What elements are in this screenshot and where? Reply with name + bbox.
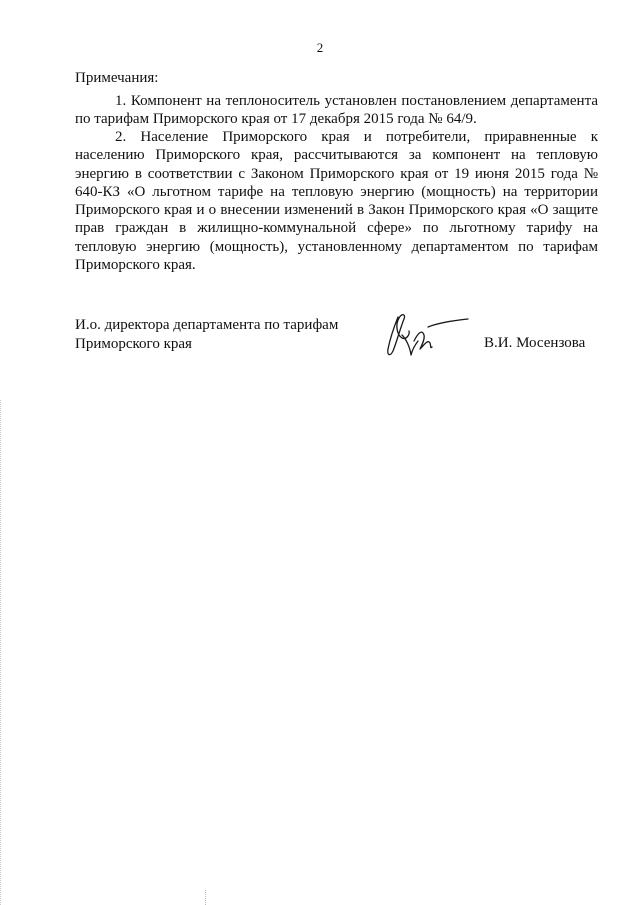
note-paragraph-1: 1. Компонент на теплоноситель установлен постановлением департамента по тарифам Приморского края от 17 декабря 2015 года № 64/9.: [75, 93, 598, 128]
scan-edge-left: [0, 400, 2, 905]
signatory-title: [75, 316, 375, 353]
signatory-title-line-1: И.о. директора департамента по тарифам: [75, 317, 339, 333]
note-paragraph-2: 2. Население Приморского края и потребители, приравненные к населению Приморского края, рассчитываются за компонент на тепловую энергию в соответствии с Законом Приморского края от 19 июня 2015 года № 640-КЗ «О льготном тарифе на тепловую энергию (мощность) на территории Приморского края и о внесении изменений в Закон Приморского края «О защите прав граждан в жилищно-коммунальной сфере» по льготному тарифу на тепловую энергию (мощность), установленному департаментом по тарифам Приморского края.: [75, 129, 598, 274]
notes-heading: Примечания:: [75, 70, 159, 86]
signatory-title-line-2: Приморского края: [75, 335, 192, 352]
handwritten-signature: [380, 305, 480, 365]
page-number: 2: [316, 40, 324, 55]
signatory-name: В.И. Мосензова: [484, 335, 586, 351]
scan-edge-bottom: [205, 890, 207, 905]
